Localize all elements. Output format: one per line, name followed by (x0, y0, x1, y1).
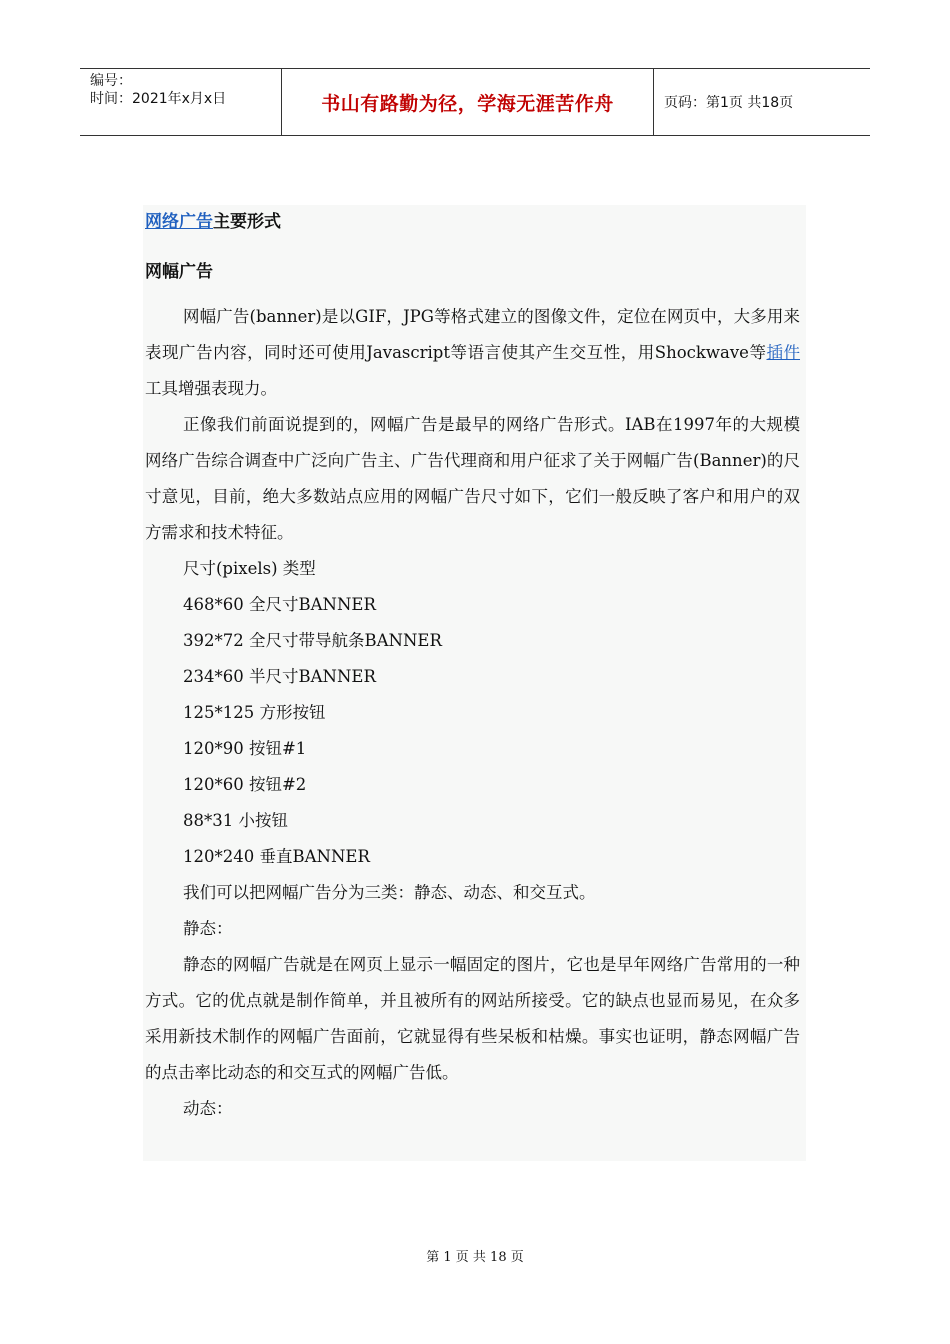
time-label: 时间：2021年x月x日 (90, 91, 227, 107)
header-motto: 书山有路勤为径，学海无涯苦作舟 (281, 69, 654, 135)
dynamic-label: 动态： (183, 1099, 233, 1118)
article-title (145, 207, 281, 232)
paragraph-1 (145, 299, 800, 407)
size-list-item: 234*60 半尺寸BANNER (183, 667, 376, 686)
size-list-item: 468*60 全尺寸BANNER (183, 595, 376, 614)
paragraph-2: 正像我们前面说提到的，网幅广告是最早的网络广告形式。IAB在1997年的大规模网络广告综合调查中广泛向广告主、广告代理商和用户征求了关于网幅广告(Banner)的尺寸意见，目前，绝大多数站点应用的网幅广告尺寸如下，它们一般反映了客户和用户的双方需求和技术特征。 (145, 415, 800, 542)
header-table (80, 68, 870, 136)
header-meta (80, 69, 281, 135)
size-list-item: 尺寸(pixels) 类型 (183, 559, 316, 578)
section-heading: 网幅广告 (145, 262, 213, 282)
static-label: 静态： (183, 919, 233, 938)
article-body (143, 205, 806, 1161)
article-text (145, 299, 800, 1127)
paragraph-3: 我们可以把网幅广告分为三类：静态、动态、和交互式。 (183, 883, 596, 902)
paragraph-4: 静态的网幅广告就是在网页上显示一幅固定的图片，它也是早年网络广告常用的一种方式。它的优点就是制作简单，并且被所有的网站所接受。它的缺点也显而易见，在众多采用新技术制作的网幅广告面前，它就显得有些呆板和枯燥。事实也证明，静态网幅广告的点击率比动态的和交互式的网幅广告低。 (145, 955, 800, 1082)
title-link[interactable]: 网络广告 (145, 212, 213, 232)
header-page-info: 页码：第1页 共18页 (664, 95, 794, 111)
paragraph-1-text-b: 工具增强表现力。 (145, 379, 277, 398)
number-label: 编号： (90, 73, 132, 89)
title-rest: 主要形式 (213, 212, 281, 232)
size-list-item: 392*72 全尺寸带导航条BANNER (183, 631, 442, 650)
paragraph-1-text-a: 网幅广告(banner)是以GIF，JPG等格式建立的图像文件，定位在网页中，大多用来表现广告内容，同时还可使用Javascript等语言使其产生交互性，用Shockwave等 (145, 307, 800, 362)
plugin-link[interactable]: 插件 (766, 343, 801, 362)
size-list-item: 125*125 方形按钮 (183, 703, 326, 722)
size-list-item: 120*90 按钮#1 (183, 739, 307, 758)
size-list-item: 120*240 垂直BANNER (183, 847, 370, 866)
size-list-item: 120*60 按钮#2 (183, 775, 307, 794)
page-footer: 第 1 页 共 18 页 (426, 1250, 524, 1265)
size-list-item: 88*31 小按钮 (183, 811, 288, 830)
